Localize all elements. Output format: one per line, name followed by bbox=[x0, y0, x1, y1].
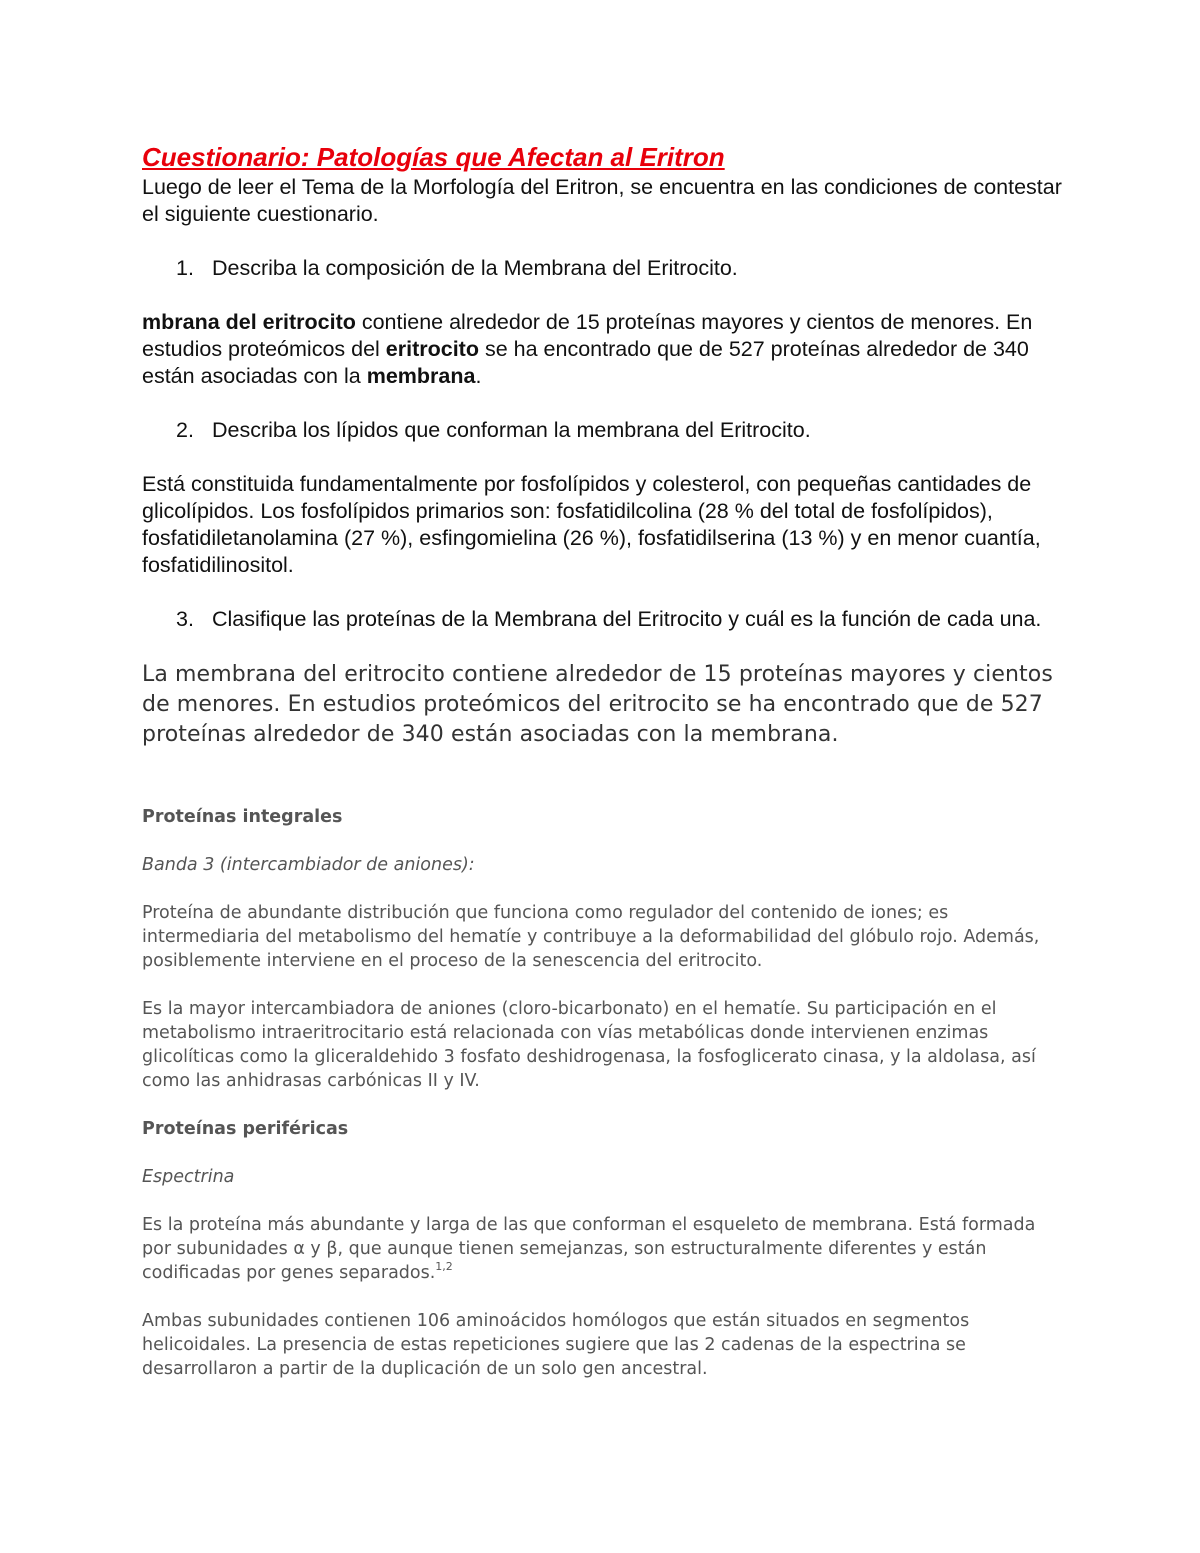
intro-paragraph: Luego de leer el Tema de la Morfología del Eritron, se encuentra en las condiciones de contestar el siguiente cuestionario. bbox=[142, 175, 1062, 226]
answer-1-bold-1: mbrana del eritrocito bbox=[142, 310, 356, 334]
answer-1 bbox=[142, 309, 1062, 390]
band3-subheading: Banda 3 (intercambiador de aniones): bbox=[142, 855, 475, 875]
answer-1-text-2: se ha encontrado que de 527 proteínas alrededor de 340 están asociadas con la bbox=[142, 337, 1029, 388]
answer-1-bold-2: eritrocito bbox=[385, 337, 479, 361]
answer-1-bold-3: membrana bbox=[366, 364, 476, 388]
question-1-text: Describa la composición de la Membrana del Eritrocito. bbox=[212, 256, 738, 280]
question-2-number: 2. bbox=[176, 418, 194, 442]
question-2 bbox=[142, 417, 1062, 444]
answer-1-text-1: contiene alrededor de 15 proteínas mayores y cientos de menores. En estudios proteómicos del bbox=[142, 310, 1033, 361]
spectrin-subheading: Espectrina bbox=[142, 1167, 235, 1187]
document-title: Cuestionario: Patologías que Afectan al Eritron bbox=[142, 142, 725, 172]
document-content bbox=[142, 140, 1062, 1381]
spectrin-paragraph-1-text: Es la proteína más abundante y larga de las que conforman el esqueleto de membrana. Está formada por subunidades α y β, que aunque tienen semejanzas, son estructuralmente diferentes y están codificadas por genes separados. bbox=[142, 1215, 1036, 1283]
question-3-text: Clasifique las proteínas de la Membrana del Eritrocito y cuál es la función de cada una. bbox=[212, 607, 1042, 631]
question-3-number: 3. bbox=[176, 607, 194, 631]
question-1-number: 1. bbox=[176, 256, 194, 280]
answer-3-lead: La membrana del eritrocito contiene alrededor de 15 proteínas mayores y cientos de menores. En estudios proteómicos del eritrocito se ha encontrado que de 527 proteínas alrededor de 340 están asociadas con la membrana. bbox=[142, 662, 1053, 747]
band3-paragraph-2: Es la mayor intercambiadora de aniones (cloro-bicarbonato) en el hematíe. Su participación en el metabolismo intraeritrocitario está relacionada con vías metabólicas donde intervienen enzimas glicolíticas como la gliceraldehido 3 fosfato deshidrogenasa, la fosfoglicerato cinasa, y la aldolasa, así como las anhidrasas carbónicas II y IV. bbox=[142, 999, 1036, 1091]
answer-1-text-3: . bbox=[475, 364, 482, 388]
peripheral-proteins-heading: Proteínas periféricas bbox=[142, 1119, 349, 1139]
spectrin-paragraph-1 bbox=[142, 1213, 1062, 1285]
answer-2: Está constituida fundamentalmente por fosfolípidos y colesterol, con pequeñas cantidades de glicolípidos. Los fosfolípidos primarios son: fosfatidilcolina (28 % del total de fosfolípidos), fosfatidiletanolamina (27 %), esfingomielina (26 %), fosfatidilserina (13 %) y en menor cuantía, fosfatidilinositol. bbox=[142, 472, 1041, 577]
question-2-text: Describa los lípidos que conforman la membrana del Eritrocito. bbox=[212, 418, 811, 442]
band3-paragraph-1: Proteína de abundante distribución que funciona como regulador del contenido de iones; es intermediaria del metabolismo del hematíe y contribuye a la deformabilidad del glóbulo rojo. Además, posiblemente interviene en el proceso de la senescencia del eritrocito. bbox=[142, 903, 1040, 971]
question-3 bbox=[142, 606, 1062, 633]
reference-superscript: 1,2 bbox=[435, 1260, 453, 1273]
question-1 bbox=[142, 255, 1062, 282]
spectrin-paragraph-2: Ambas subunidades contienen 106 aminoácidos homólogos que están situados en segmentos helicoidales. La presencia de estas repeticiones sugiere que las 2 cadenas de la espectrina se desarrollaron a partir de la duplicación de un solo gen ancestral. bbox=[142, 1311, 970, 1379]
integral-proteins-heading: Proteínas integrales bbox=[142, 807, 343, 827]
